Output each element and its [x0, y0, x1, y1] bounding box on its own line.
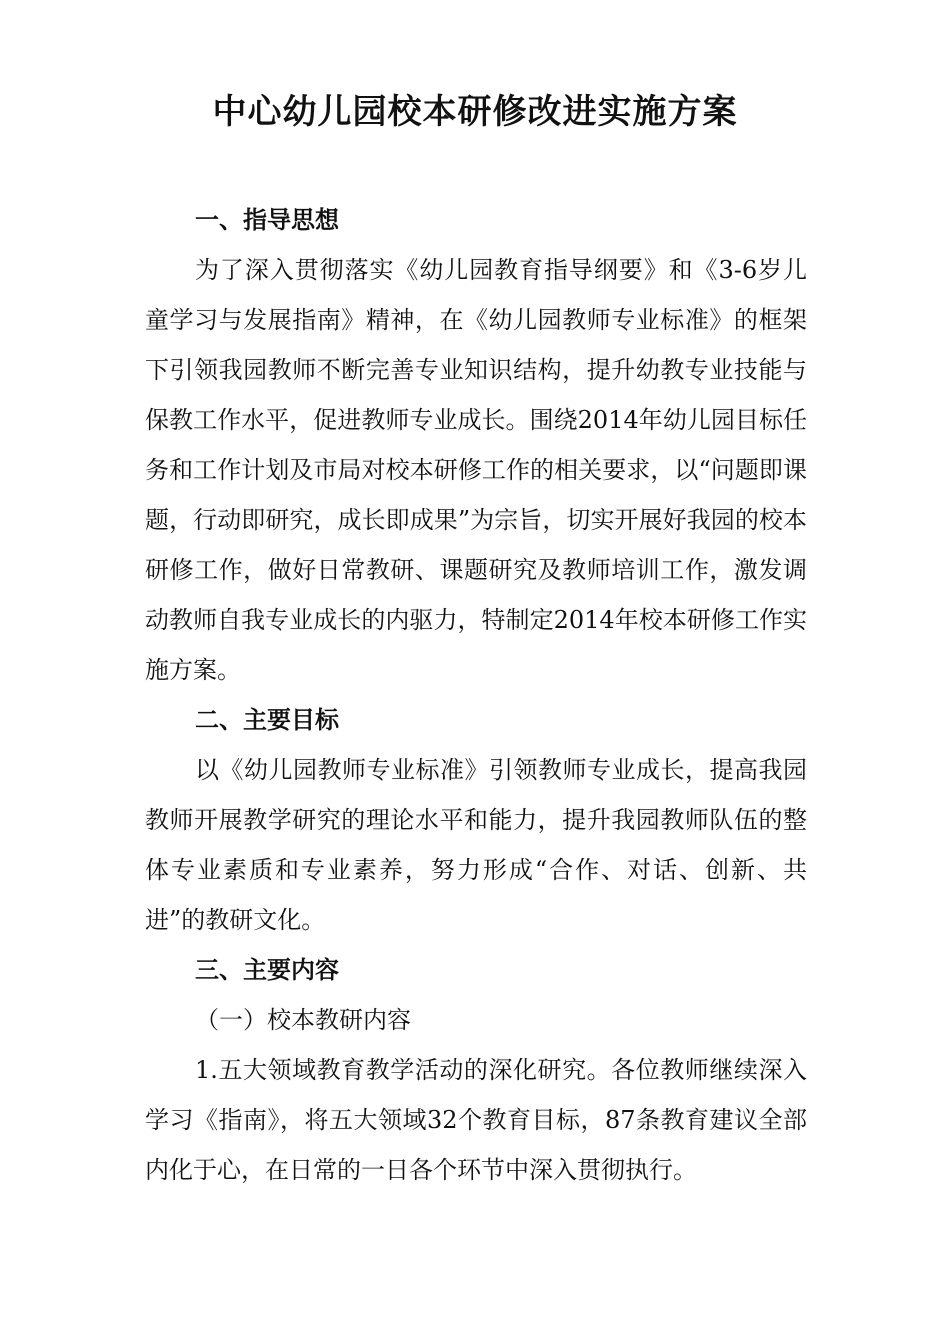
document-title: 中心幼儿园校本研修改进实施方案 [212, 92, 738, 132]
section-subheading-school-research: （一）校本教研内容 [195, 1006, 411, 1034]
section-heading-guiding-ideology: 一、指导思想 [195, 205, 339, 234]
document-body [145, 195, 807, 1195]
section-heading-main-goals: 二、主要目标 [195, 705, 339, 734]
section-heading-main-content: 三、主要内容 [195, 955, 339, 984]
section-paragraph-five-domains: 1.五大领域教育教学活动的深化研究。各位教师继续深入学习《指南》，将五大领域32个教育目标，87条教育建议全部内化于心，在日常的一日各个环节中深入贯彻执行。 [145, 1056, 807, 1184]
section-paragraph-main-goals: 以《幼儿园教师专业标准》引领教师专业成长，提高我园教师开展教学研究的理论水平和能力，提升我园教师队伍的整体专业素质和专业素养，努力形成“合作、对话、创新、共进”的教研文化。 [145, 756, 807, 934]
section-paragraph-guiding-ideology: 为了深入贯彻落实《幼儿园教育指导纲要》和《3-6岁儿童学习与发展指南》精神，在《幼儿园教师专业标准》的框架下引领我园教师不断完善专业知识结构，提升幼教专业技能与保教工作水平，促进教师专业成长。围绕2014年幼儿园目标任务和工作计划及市局对校本研修工作的相关要求，以“问题即课题，行动即研究，成长即成果”为宗旨，切实开展好我园的校本研修工作，做好日常教研、课题研究及教师培训工作，激发调动教师自我专业成长的内驱力，特制定2014年校本研修工作实施方案。 [145, 256, 807, 684]
